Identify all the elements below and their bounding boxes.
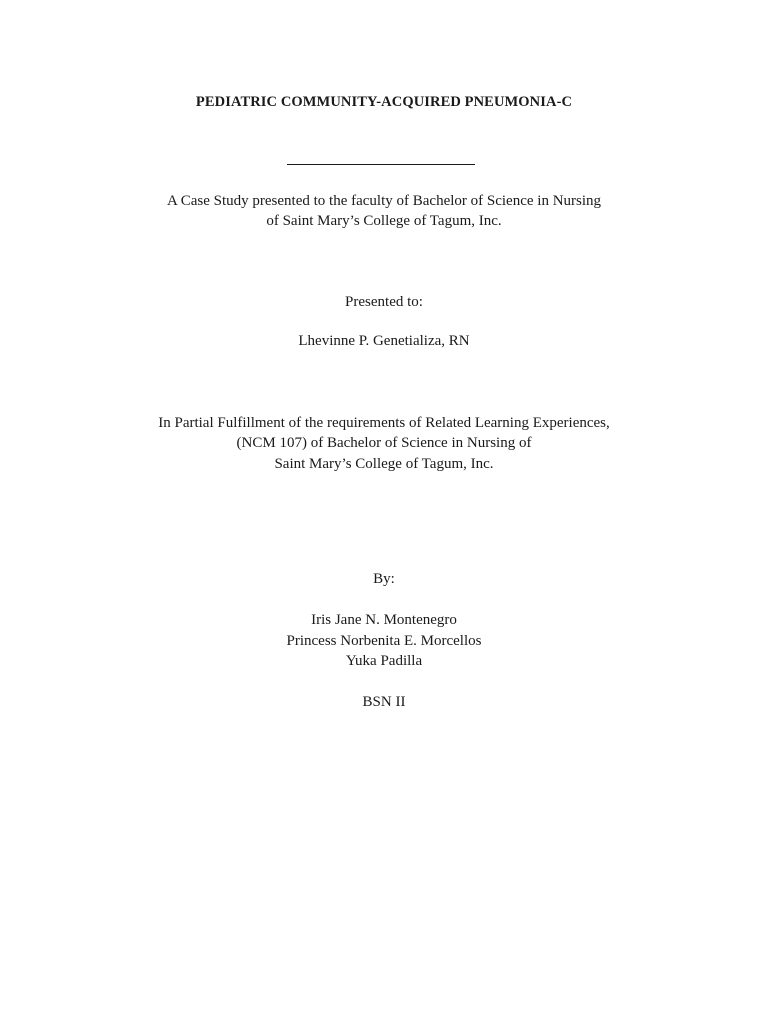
year-level: BSN II — [362, 694, 406, 710]
description-line-1: A Case Study presented to the faculty of Bachelor of Science in Nursing — [166, 193, 602, 209]
presented-to-name: Lhevinne P. Genetializa, RN — [298, 333, 470, 349]
presented-to-label: Presented to: — [345, 294, 423, 310]
by-label: By: — [373, 571, 395, 587]
title-underline-rule — [287, 164, 475, 165]
fulfillment-line-2: (NCM 107) of Bachelor of Science in Nursing of — [236, 435, 532, 451]
author-name: Princess Norbenita E. Morcellos — [286, 633, 482, 649]
document-title: PEDIATRIC COMMUNITY-ACQUIRED PNEUMONIA-C — [195, 94, 573, 110]
author-name: Iris Jane N. Montenegro — [311, 612, 457, 628]
fulfillment-line-3: Saint Mary’s College of Tagum, Inc. — [274, 456, 494, 472]
description-line-2: of Saint Mary’s College of Tagum, Inc. — [266, 213, 502, 229]
author-name: Yuka Padilla — [345, 653, 423, 669]
fulfillment-line-1: In Partial Fulfillment of the requirements of Related Learning Experiences, — [158, 415, 610, 431]
